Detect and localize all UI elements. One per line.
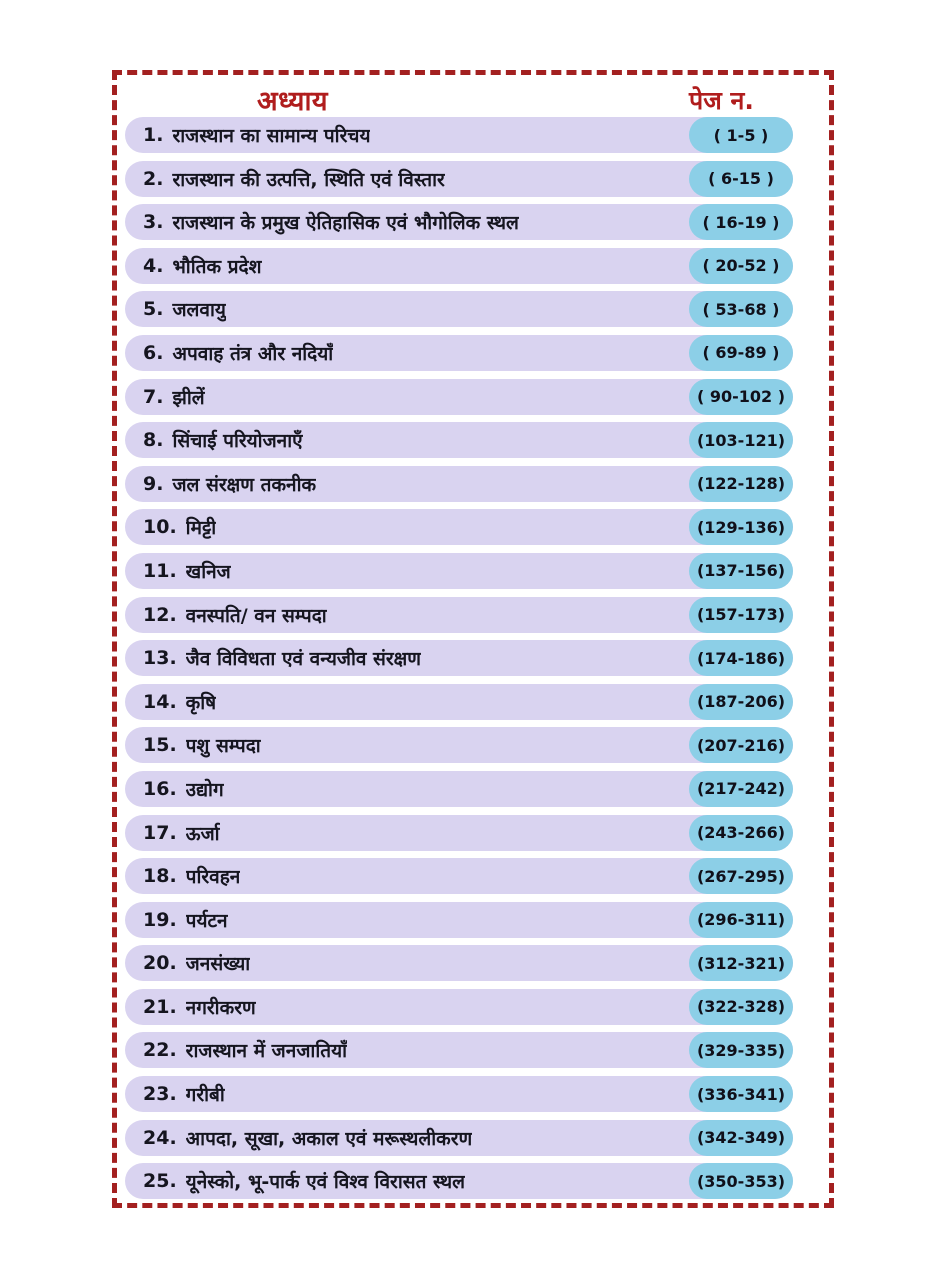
toc-row xyxy=(125,771,793,807)
chapter-title: जलवायु xyxy=(172,299,226,322)
chapter-number: 10. xyxy=(143,516,177,539)
chapter-number: 21. xyxy=(143,995,177,1018)
toc-row xyxy=(125,727,793,763)
chapter-number: 19. xyxy=(143,908,177,931)
page-range-pill: ( 69-89 ) xyxy=(689,335,793,371)
chapter-number: 2. xyxy=(143,167,164,190)
toc-row xyxy=(125,466,793,502)
chapter-title: अपवाह तंत्र और नदियाँ xyxy=(172,342,334,365)
chapter-title: यूनेस्को, भू-पार्क एवं विश्व विरासत स्थल xyxy=(185,1171,466,1194)
toc-row xyxy=(125,422,793,458)
chapter-title: आपदा, सूखा, अकाल एवं मरूस्थलीकरण xyxy=(185,1127,473,1150)
page-range-pill: (122-128) xyxy=(689,466,793,502)
chapter-title: राजस्थान के प्रमुख ऐतिहासिक एवं भौगोलिक स्थल xyxy=(172,212,519,235)
chapter-number: 7. xyxy=(143,385,164,408)
toc-row xyxy=(125,204,793,240)
chapter-title: नगरीकरण xyxy=(185,996,256,1019)
chapter-number: 20. xyxy=(143,952,177,975)
chapter-number: 5. xyxy=(143,298,164,321)
page-range-pill: (187-206) xyxy=(689,684,793,720)
chapter-number: 25. xyxy=(143,1170,177,1193)
toc-row xyxy=(125,597,793,633)
toc-row xyxy=(125,1120,793,1156)
chapter-number: 11. xyxy=(143,559,177,582)
toc-row xyxy=(125,248,793,284)
chapter-title: राजस्थान की उत्पत्ति, स्थिति एवं विस्तार xyxy=(172,168,445,191)
chapter-title: कृषि xyxy=(185,691,217,714)
chapter-title: झीलें xyxy=(172,386,205,409)
page-range-pill: (137-156) xyxy=(689,553,793,589)
chapter-number: 14. xyxy=(143,690,177,713)
chapter-title: जनसंख्या xyxy=(185,953,251,976)
page-range-pill: (329-335) xyxy=(689,1032,793,1068)
page-range-pill: (350-353) xyxy=(689,1163,793,1199)
page-range-pill: (174-186) xyxy=(689,640,793,676)
toc-row xyxy=(125,1032,793,1068)
page-range-pill: (267-295) xyxy=(689,858,793,894)
toc-row xyxy=(125,989,793,1025)
page-number-column-header: पेज न. xyxy=(689,86,754,115)
toc-row xyxy=(125,945,793,981)
toc-row xyxy=(125,379,793,415)
toc-row xyxy=(125,117,793,153)
chapter-title: परिवहन xyxy=(185,866,241,889)
chapter-title: ऊर्जा xyxy=(185,822,220,845)
toc-row xyxy=(125,1163,793,1199)
page-range-pill: ( 53-68 ) xyxy=(689,291,793,327)
chapter-number: 1. xyxy=(143,124,164,146)
chapter-number: 17. xyxy=(143,821,177,844)
chapter-number: 16. xyxy=(143,777,177,800)
chapter-title: उद्योग xyxy=(185,778,224,801)
toc-row xyxy=(125,291,793,327)
page-range-pill: (103-121) xyxy=(689,422,793,458)
chapter-number: 23. xyxy=(143,1083,177,1106)
chapter-number: 12. xyxy=(143,603,177,626)
page-range-pill: (342-349) xyxy=(689,1120,793,1156)
dashed-border-frame xyxy=(112,70,834,1208)
chapter-title: वनस्पति/ वन सम्पदा xyxy=(185,604,327,627)
table-header xyxy=(117,81,829,115)
toc-row xyxy=(125,509,793,545)
page-range-pill: ( 16-19 ) xyxy=(689,204,793,240)
chapter-number: 9. xyxy=(143,472,164,495)
toc-row xyxy=(125,553,793,589)
page-range-pill: ( 1-5 ) xyxy=(689,117,793,153)
toc-row xyxy=(125,815,793,851)
page-range-pill: (243-266) xyxy=(689,815,793,851)
page-range-pill: (322-328) xyxy=(689,989,793,1025)
chapter-title: राजस्थान में जनजातियाँ xyxy=(185,1040,348,1063)
toc-row xyxy=(125,902,793,938)
chapter-title: सिंचाई परियोजनाएँ xyxy=(172,430,303,453)
chapter-number: 6. xyxy=(143,341,164,364)
toc-row xyxy=(125,335,793,371)
chapter-title: राजस्थान का सामान्य परिचय xyxy=(172,125,371,147)
chapter-number: 3. xyxy=(143,211,164,234)
chapter-title: जल संरक्षण तकनीक xyxy=(172,473,317,496)
chapter-title: पशु सम्पदा xyxy=(185,735,261,758)
chapter-number: 15. xyxy=(143,734,177,757)
page-range-pill: (312-321) xyxy=(689,945,793,981)
toc-row xyxy=(125,1076,793,1112)
toc-row xyxy=(125,684,793,720)
page-range-pill: ( 90-102 ) xyxy=(689,379,793,415)
chapter-number: 24. xyxy=(143,1126,177,1149)
page-range-pill: (129-136) xyxy=(689,509,793,545)
toc-row xyxy=(125,161,793,197)
page-range-pill: ( 20-52 ) xyxy=(689,248,793,284)
chapter-title: मिट्टी xyxy=(185,517,217,540)
chapter-title: भौतिक प्रदेश xyxy=(172,255,262,278)
toc-row xyxy=(125,858,793,894)
chapter-number: 4. xyxy=(143,254,164,277)
page-range-pill: (207-216) xyxy=(689,727,793,763)
page-range-pill: (157-173) xyxy=(689,597,793,633)
page-range-pill: (336-341) xyxy=(689,1076,793,1112)
chapter-number: 22. xyxy=(143,1039,177,1062)
chapter-number: 18. xyxy=(143,865,177,888)
chapter-title: खनिज xyxy=(185,560,231,583)
page-range-pill: (217-242) xyxy=(689,771,793,807)
page-range-pill: ( 6-15 ) xyxy=(689,161,793,197)
toc-list xyxy=(125,117,793,1199)
chapter-number: 13. xyxy=(143,647,177,670)
chapter-title: पर्यटन xyxy=(185,909,228,932)
chapter-column-header: अध्याय xyxy=(257,86,329,117)
chapter-number: 8. xyxy=(143,429,164,452)
chapter-title: गरीबी xyxy=(185,1084,225,1107)
page-range-pill: (296-311) xyxy=(689,902,793,938)
toc-row xyxy=(125,640,793,676)
chapter-title: जैव विविधता एवं वन्यजीव संरक्षण xyxy=(185,648,422,671)
